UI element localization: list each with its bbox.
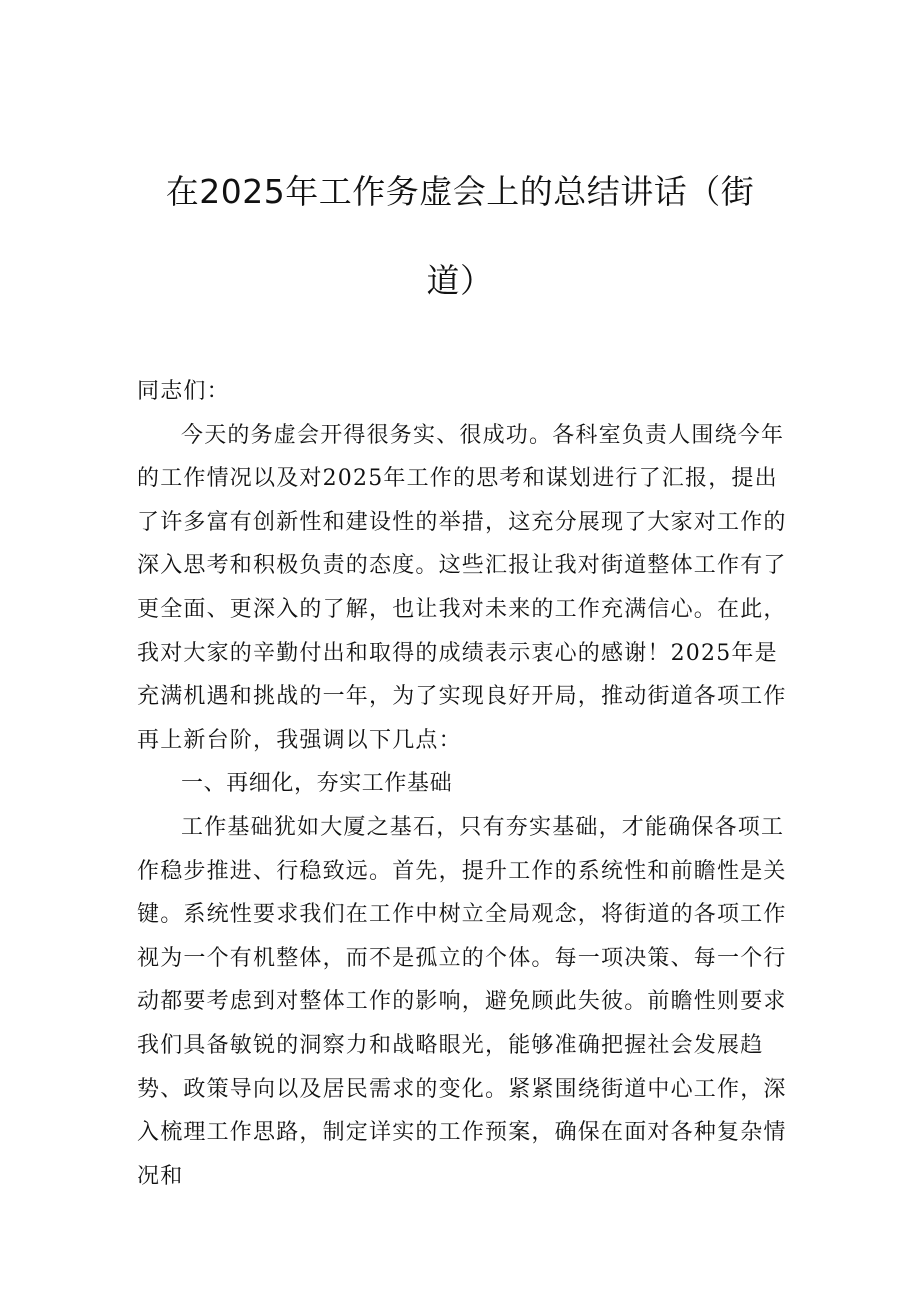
document-body (137, 370, 797, 1198)
salutation: 同志们： (137, 379, 230, 404)
intro-paragraph: 今天的务虚会开得很务实、很成功。各科室负责人围绕今年的工作情况以及对2025年工作的思考和谋划进行了汇报，提出了许多富有创新性和建设性的举措，这充分展现了大家对工作的深入思考和积极负责的态度。这些汇报让我对街道整体工作有了更全面、更深入的了解，也让我对未来的工作充满信心。在此，我对大家的辛勤付出和取得的成绩表示衷心的感谢！2025年是充满机遇和挑战的一年，为了实现良好开局，推动街道各项工作再上新台阶，我强调以下几点： (137, 422, 787, 753)
section-heading-1: 一、再细化，夯实工作基础 (181, 771, 453, 797)
section-1-paragraph: 工作基础犹如大厦之基石，只有夯实基础，才能确保各项工作稳步推进、行稳致远。首先，提升工作的系统性和前瞻性是关键。系统性要求我们在工作中树立全局观念，将街道的各项工作视为一个有机整体，而不是孤立的个体。每一项决策、每一个行动都要考虑到对整体工作的影响，避免顾此失彼。前瞻性则要求我们具备敏锐的洞察力和战略眼光，能够准确把握社会发展趋势、政策导向以及居民需求的变化。紧紧围绕街道中心工作，深入梳理工作思路，制定详实的工作预案，确保在面对各种复杂情况和 (137, 814, 787, 1189)
document-title-line1: 在2025年工作务虚会上的总结讲话（街 (165, 172, 755, 211)
document-title-line2: 道） (426, 261, 494, 300)
